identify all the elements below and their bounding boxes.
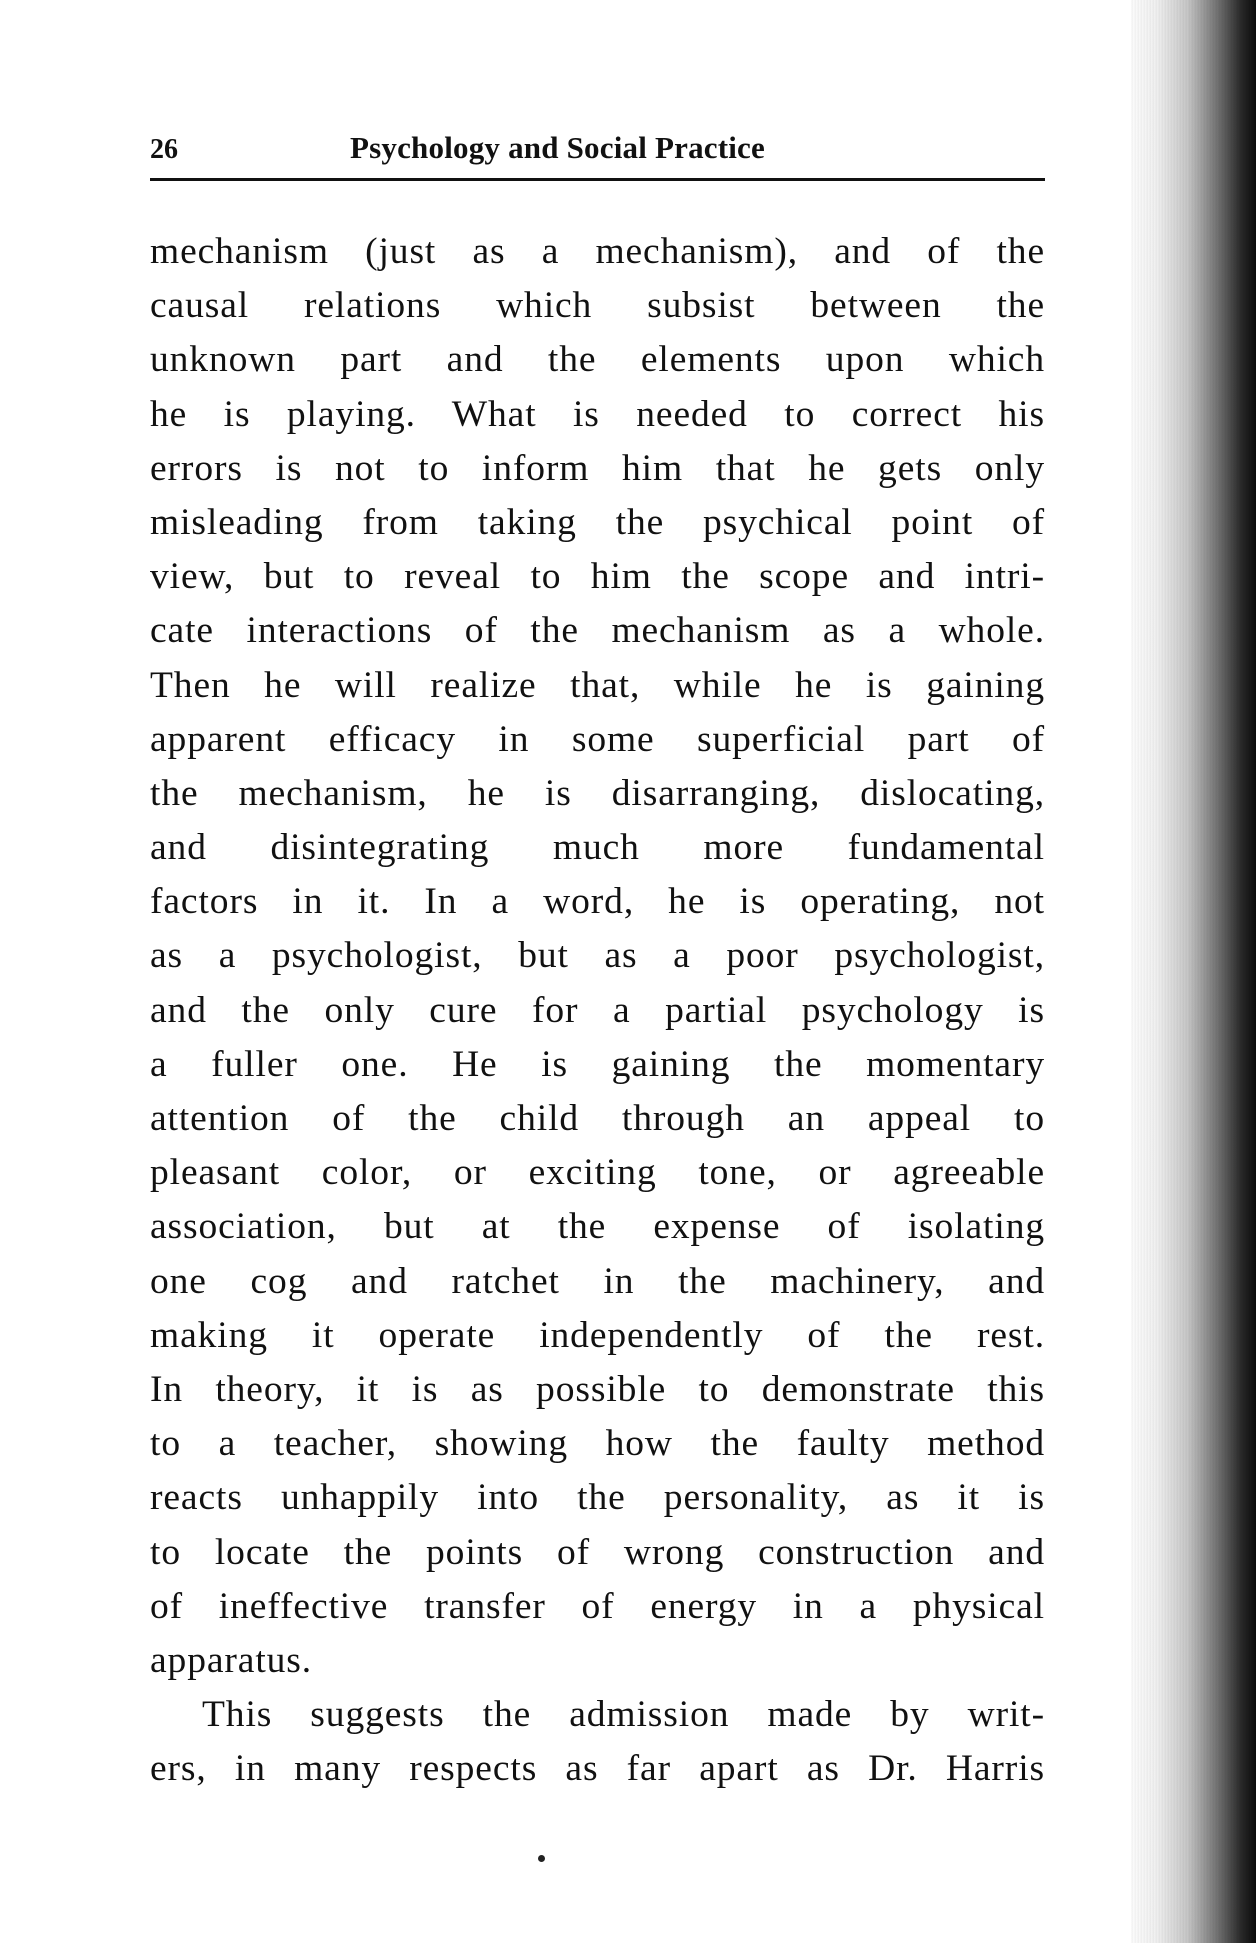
- text-line: he is playing. What is needed to correct his: [150, 393, 1045, 435]
- text-line: to locate the points of wrong construction and: [150, 1531, 1045, 1573]
- text-line: Then he will realize that, while he is gaining: [150, 664, 1045, 706]
- paragraph-start-line: This suggests the admission made by writ-: [202, 1694, 1045, 1736]
- text-line: apparent efficacy in some superficial part of: [150, 718, 1045, 760]
- text-line: attention of the child through an appeal to: [150, 1098, 1045, 1139]
- running-title: Psychology and Social Practice: [350, 130, 765, 165]
- body-text: [150, 225, 1045, 1796]
- text-line: and the only cure for a partial psychology is: [150, 989, 1045, 1031]
- text-line: reacts unhappily into the personality, as it is: [150, 1477, 1045, 1519]
- text-line: misleading from taking the psychical point of: [150, 501, 1045, 543]
- text-line: the mechanism, he is disarranging, dislocating,: [150, 772, 1045, 814]
- text-line: as a psychologist, but as a poor psychologist,: [150, 935, 1045, 977]
- text-line: of ineffective transfer of energy in a physical: [150, 1585, 1045, 1627]
- text-line: cate interactions of the mechanism as a whole.: [150, 610, 1045, 652]
- text-line: ers, in many respects as far apart as Dr. Harris: [150, 1748, 1045, 1790]
- text-line: factors in it. In a word, he is operating, not: [150, 881, 1045, 923]
- page-edge-shadow: [1131, 0, 1256, 1943]
- paragraph-end-line: apparatus.: [150, 1639, 313, 1681]
- signature-mark: [538, 1855, 545, 1862]
- running-head: [150, 130, 1045, 181]
- text-line: one cog and ratchet in the machinery, and: [150, 1260, 1045, 1302]
- text-line: a fuller one. He is gaining the momentary: [150, 1043, 1045, 1085]
- text-line: causal relations which subsist between the: [150, 285, 1045, 327]
- text-line: pleasant color, or exciting tone, or agreeable: [150, 1152, 1045, 1194]
- text-line: association, but at the expense of isolating: [150, 1206, 1045, 1248]
- text-line: errors is not to inform him that he gets only: [150, 447, 1045, 489]
- text-line: unknown part and the elements upon which: [150, 339, 1045, 381]
- page-number: 26: [150, 134, 178, 165]
- text-line: mechanism (just as a mechanism), and of the: [150, 231, 1045, 272]
- text-line: making it operate independently of the rest.: [150, 1314, 1045, 1356]
- text-line: and disintegrating much more fundamental: [150, 827, 1045, 869]
- text-line: In theory, it is as possible to demonstrate this: [150, 1368, 1045, 1410]
- text-line: to a teacher, showing how the faulty method: [150, 1423, 1045, 1465]
- text-line: view, but to reveal to him the scope and intri-: [150, 556, 1045, 598]
